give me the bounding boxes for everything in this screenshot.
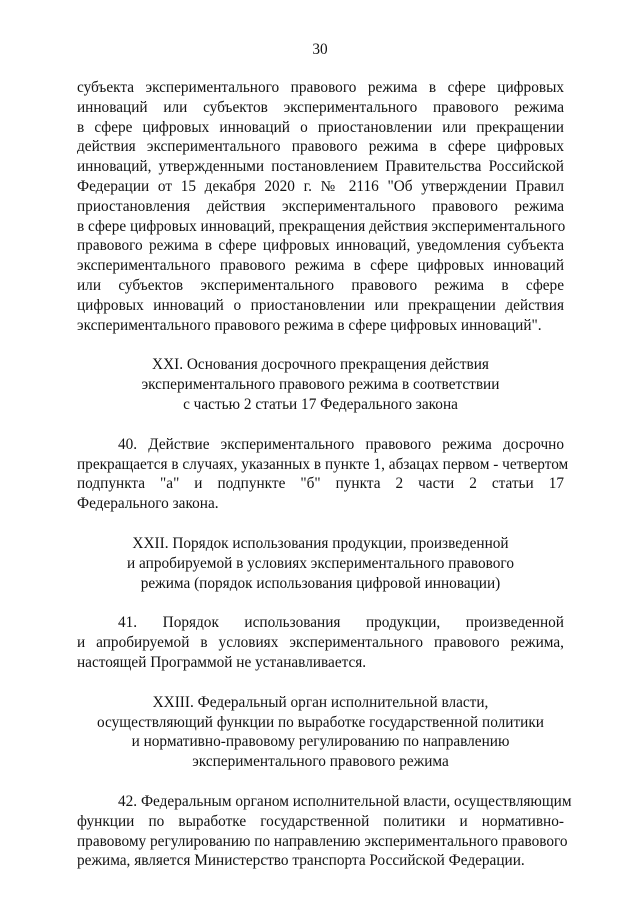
heading-line: экспериментального правового режима в соответствии: [141, 376, 500, 394]
heading-line: осуществляющий функции по выработке государственной политики: [97, 713, 544, 731]
heading-line: XXI. Основания досрочного прекращения действия: [152, 356, 489, 374]
text-line: 41. Порядок использования продукции, произведенной: [118, 614, 564, 632]
text-line: подпункта "а" и подпункте "б" пункта 2 части 2 статьи 17: [77, 475, 564, 493]
text-line: Федерации от 15 декабря 2020 г. № 2116 "Об утверждении Правил: [77, 177, 564, 195]
text-line: экспериментального правового режима в сфере цифровых инноваций".: [77, 316, 542, 334]
text-line: в сфере цифровых инноваций, прекращения действия экспериментального: [77, 217, 566, 235]
text-line: инноваций или субъектов экспериментального правового режима: [77, 98, 564, 116]
heading-line: с частью 2 статьи 17 Федерального закона: [183, 395, 458, 413]
text-line: Федерального закона.: [77, 495, 219, 513]
text-line: 42. Федеральным органом исполнительной власти, осуществляющим: [118, 792, 572, 810]
text-line: экспериментального правового режима в сфере цифровых инноваций: [77, 257, 564, 275]
heading-line: XXII. Порядок использования продукции, произведенной: [132, 534, 509, 552]
paragraph-41: [77, 613, 564, 672]
text-line: цифровых инноваций о приостановлении или прекращении действия: [77, 296, 564, 314]
section-heading-xxiii: [77, 693, 564, 772]
heading-line: и апробируемой в условиях экспериментального правового: [127, 554, 514, 572]
text-line: правового режима в сфере цифровых инноваций, уведомления субъекта: [77, 237, 564, 255]
paragraph-42: [77, 792, 572, 871]
page-number: 30: [312, 41, 328, 58]
heading-line: и нормативно-правовому регулированию по направлению: [131, 733, 510, 751]
text-line: и апробируемой в условиях экспериментального правового режима,: [77, 634, 564, 652]
text-line: субъекта экспериментального правового режима в сфере цифровых: [77, 79, 564, 96]
text-line: правовому регулированию по направлению экспериментального правового: [77, 832, 568, 850]
heading-line: режима (порядок использования цифровой инновации): [140, 574, 501, 592]
text-line: режима, является Министерство транспорта Российской Федерации.: [77, 852, 525, 870]
heading-line: XXIII. Федеральный орган исполнительной власти,: [152, 693, 489, 711]
paragraph-continuation: [77, 78, 564, 335]
text-line: прекращается в случаях, указанных в пункте 1, абзацах первом - четвертом: [77, 455, 569, 473]
paragraph-40: [77, 435, 569, 514]
text-line: инноваций, утвержденными постановлением Правительства Российской: [77, 158, 564, 176]
text-line: настоящей Программой не устанавливается.: [77, 653, 367, 671]
text-line: действия экспериментального правового режима в сфере цифровых: [77, 138, 564, 156]
text-line: функции по выработке государственной политики и нормативно-: [77, 812, 564, 830]
document-body: [77, 78, 572, 871]
text-line: приостановления действия экспериментального правового режима: [77, 197, 564, 215]
text-line: или субъектов экспериментального правового режима в сфере: [77, 276, 564, 294]
section-heading-xxii: [77, 534, 564, 593]
text-line: 40. Действие экспериментального правового режима досрочно: [118, 435, 564, 453]
text-line: в сфере цифровых инноваций о приостановлении или прекращении: [77, 118, 564, 136]
section-heading-xxi: [77, 355, 564, 414]
heading-line: экспериментального правового режима: [192, 753, 449, 771]
